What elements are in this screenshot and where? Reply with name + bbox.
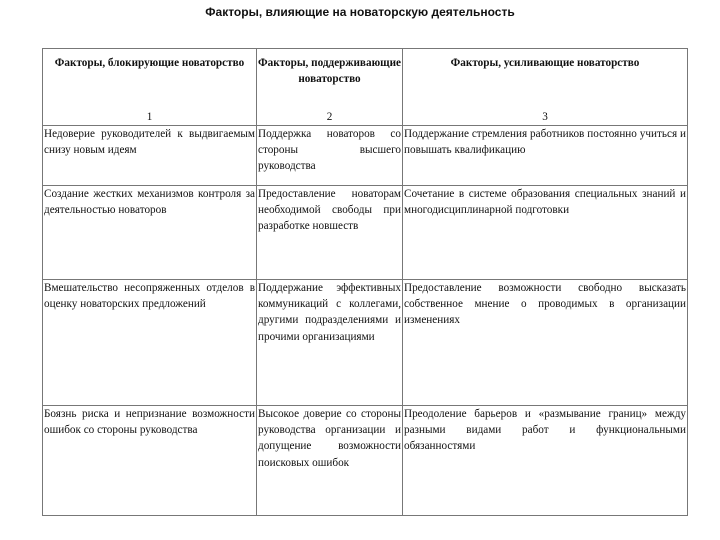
table-cell: Создание жестких механизмов контроля за деятельностью новаторов [43, 186, 257, 280]
table-row [43, 280, 688, 406]
table-cell: Предоставление новаторам необходимой свободы при разработке новшеств [257, 186, 403, 280]
table-cell: Сочетание в системе образования специальных знаний и многодисциплинарной подготовки [403, 186, 688, 280]
table-row [43, 406, 688, 516]
header-cell-blocking: Факторы, блокирующие новаторство [43, 49, 257, 109]
table-cell: Преодоление барьеров и «размывание границ» между разными видами работ и функциональными обязанностями [403, 406, 688, 516]
factors-table [42, 48, 688, 516]
table-row [43, 186, 688, 280]
table-cell: Боязнь риска и непризнание возможности ошибок со стороны руководства [43, 406, 257, 516]
table-cell: Поддержание эффективных коммуникаций с коллегами, другими подразделениями и прочими организациями [257, 280, 403, 406]
table-cell: Поддержание стремления работников постоянно учиться и повышать квалификацию [403, 126, 688, 186]
header-cell-supporting: Факторы, поддерживающие новаторство [257, 49, 403, 109]
column-number-row [43, 109, 688, 126]
table-row [43, 126, 688, 186]
column-number: 2 [257, 109, 403, 126]
table-cell: Поддержка новаторов со стороны высшего руководства [257, 126, 403, 186]
table-cell: Вмешательство несопряженных отделов в оценку новаторских предложений [43, 280, 257, 406]
column-number: 3 [403, 109, 688, 126]
column-number: 1 [43, 109, 257, 126]
table-header-row [43, 49, 688, 109]
table-cell: Предоставление возможности свободно высказать собственное мнение о проводимых в организации изменениях [403, 280, 688, 406]
header-cell-enhancing: Факторы, усиливающие новаторство [403, 49, 688, 109]
document-title: Факторы, влияющие на новаторскую деятельность [205, 5, 515, 19]
table-cell: Высокое доверие со стороны руководства организации и допущение возможности поисковых ошибок [257, 406, 403, 516]
table-cell: Недоверие руководителей к выдвигаемым снизу новым идеям [43, 126, 257, 186]
